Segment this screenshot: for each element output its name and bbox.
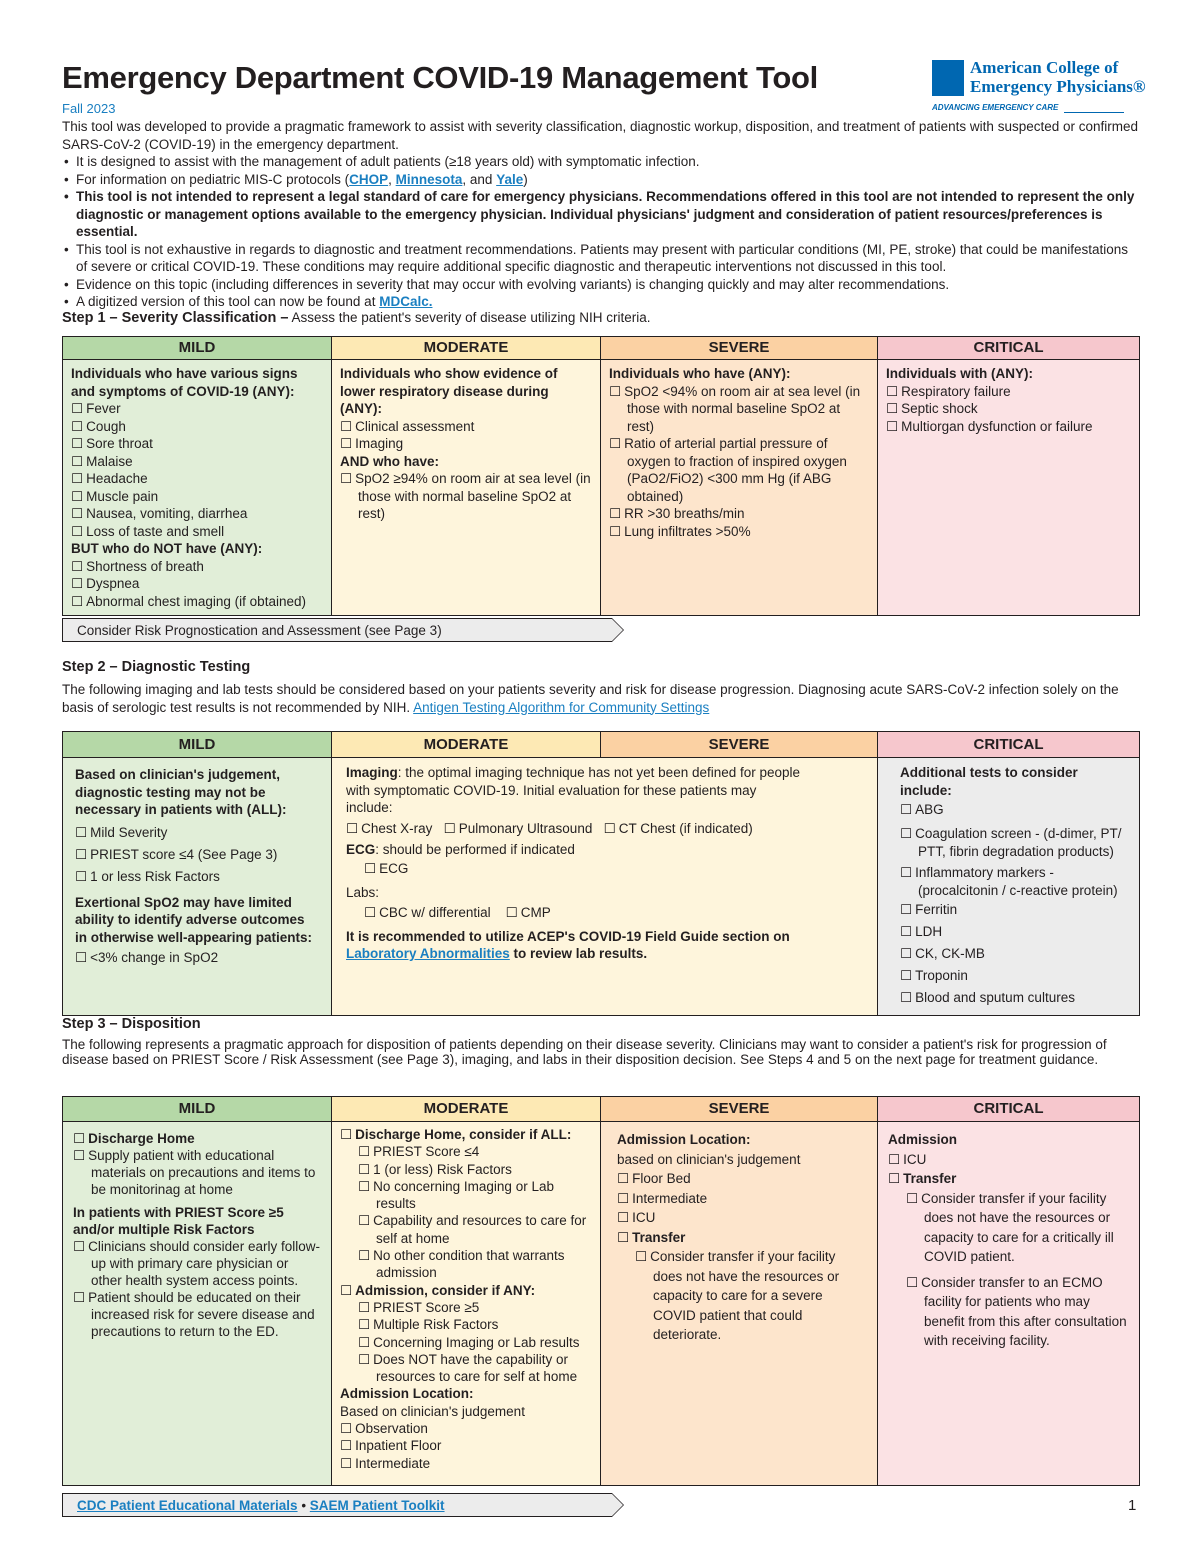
patient-materials-arrow: CDC Patient Educational Materials • SAEM Patient Toolkit — [62, 1493, 612, 1517]
checkbox-item: ☐ Consider transfer to an ECMO facility for patients who may benefit from this after consultation with receiving facility. — [888, 1273, 1129, 1351]
checkbox-item: ☐ Fever — [71, 400, 323, 418]
checkbox-item: ☐ Intermediate — [340, 1455, 592, 1472]
col-mild-header: MILD — [63, 1097, 332, 1122]
checkbox-item: ☐ Observation — [340, 1420, 592, 1437]
checkbox-item: ☐ Inpatient Floor — [340, 1437, 592, 1454]
checkbox-item: ☐ CT Chest (if indicated) — [604, 821, 753, 836]
step2-testing-table — [62, 731, 1140, 1016]
checkbox-item: ☐ Dyspnea — [71, 575, 323, 593]
checkbox-item: ☐ SpO2 <94% on room air at sea level (in those with normal baseline SpO2 at rest) — [609, 383, 869, 436]
step1-severity-table — [62, 336, 1140, 616]
checkbox-item: ☐ RR >30 breaths/min — [609, 505, 869, 523]
col-mild-header: MILD — [63, 732, 332, 758]
intro-bullet: • Evidence on this topic (including differences in severity that may occur with evolving variants) is changing quickly and may alter recommendations. — [62, 276, 1142, 294]
logo-mark — [932, 60, 964, 96]
checkbox-item: ☐ Supply patient with educational materials on precautions and items to be monitorinag at home — [73, 1147, 321, 1198]
checkbox-item: ☐ ICU — [617, 1208, 861, 1228]
checkbox-item: ☐ ICU — [888, 1150, 1129, 1170]
checkbox-item: ☐ CMP — [506, 905, 551, 920]
step3-severe-cell: Admission Location: based on clinician's judgement ☐ Floor Bed ☐ Intermediate ☐ ICU ☐ Transfer ☐ Consider transfer if your facility does not have the resources or capacity to care for a severe COVID patient that could deteriorate. — [601, 1122, 878, 1486]
checkbox-item: ☐ PRIEST score ≤4 (See Page 3) — [75, 844, 319, 866]
step2-heading: Step 2 – Diagnostic Testing — [62, 659, 251, 675]
checkbox-item: ☐ CBC w/ differential — [364, 905, 491, 920]
checkbox-item: ☐ Clinicians should consider early follow-up with primary care physician or other health system access points. — [73, 1238, 321, 1289]
step2-moderate-severe-cell: Imaging: the optimal imaging technique has not yet been defined for people with symptomatic COVID-19. Initial evaluation for these patients may include: ☐ Chest X-ray ☐ Pulmonary Ultrasound ☐ CT Chest (if indicated) ECG: should be performed if indicated ☐ ECG Labs: ☐ CBC w/ differential ☐ CMP It is recommended to utilize ACEP's COVID-19 Field Guide section on Laboratory Abnormalities to review lab results. — [332, 758, 878, 1016]
checkbox-item: ☐ Capability and resources to care for self at home — [340, 1212, 592, 1247]
intro-bullet: • This tool is not exhaustive in regards to diagnostic and treatment recommendations. Patients may present with particular conditions (MI, PE, stroke) that could be manifestations of severe or critical COVID-19. These conditions may require additional specific diagnostic and therapeutic interventions not discussed in this tool. — [62, 241, 1142, 276]
intro-paragraph: This tool was developed to provide a pragmatic framework to assist with severity classification, diagnostic workup, disposition, and treatment of patients with suspected or confirmed SARS-CoV-2 (COVID-19) in the emergency department. — [62, 119, 1139, 152]
checkbox-item: ☐ 1 or less Risk Factors — [75, 866, 319, 888]
step3-heading: Step 3 – Disposition — [62, 1016, 201, 1032]
col-moderate-header: MODERATE — [332, 337, 601, 360]
checkbox-item: ☐ 1 (or less) Risk Factors — [340, 1161, 592, 1178]
chop-link[interactable]: CHOP — [349, 171, 389, 187]
checkbox-item: ☐ Ratio of arterial partial pressure of oxygen to fraction of inspired oxygen (PaO2/FiO2) <300 mm Hg (if ABG obtained) — [609, 435, 869, 505]
checkbox-item: ☐ Lung infiltrates >50% — [609, 523, 869, 541]
step2-mild-cell: Based on clinician's judgement, diagnostic testing may not be necessary in patients with (ALL): ☐ Mild Severity ☐ PRIEST score ≤4 (See Page 3) ☐ 1 or less Risk Factors Exertional SpO2 may have limited ability to identify adverse outcomes in otherwise well-appearing patients: ☐ <3% change in SpO2 — [63, 758, 332, 1016]
intro-bullets — [62, 153, 1142, 311]
checkbox-item: ☐ Blood and sputum cultures — [900, 987, 1127, 1009]
col-severe-header: SEVERE — [601, 732, 878, 758]
checkbox-item: ☐ LDH — [900, 921, 1127, 943]
checkbox-item: ☐ Cough — [71, 418, 323, 436]
checkbox-item: ☐ Patient should be educated on their increased risk for severe disease and precautions to return to the ED. — [73, 1289, 321, 1340]
checkbox-item: ☐ Coagulation screen - (d-dimer, PT/ PTT, fibrin degradation products) — [900, 825, 1127, 860]
col-mild-header: MILD — [63, 337, 332, 360]
step1-moderate-cell: Individuals who show evidence of lower respiratory disease during (ANY): ☐ Clinical assessment ☐ Imaging AND who have: ☐ SpO2 ≥94% on room air at sea level (in those with normal baseline SpO2 at rest) — [332, 360, 601, 616]
edition-label: Fall 2023 — [62, 101, 116, 116]
step3-critical-cell: Admission ☐ ICU ☐ Transfer ☐ Consider transfer if your facility does not have the resources or capacity to care for a critically ill COVID patient. ☐ Consider transfer to an ECMO facility for patients who may benefit from this after consultation with receiving facility. — [878, 1122, 1140, 1486]
checkbox-item: ☐ Nausea, vomiting, diarrhea — [71, 505, 323, 523]
checkbox-item: ☐ Discharge Home, consider if ALL: — [340, 1126, 592, 1143]
intro-bullet: • For information on pediatric MIS-C protocols (CHOP, Minnesota, and Yale) — [62, 171, 1142, 189]
checkbox-item: ☐ Intermediate — [617, 1189, 861, 1209]
checkbox-item: ☐ Does NOT have the capability or resources to care for self at home — [340, 1351, 592, 1386]
checkbox-item: ☐ Pulmonary Ultrasound — [444, 821, 593, 836]
checkbox-item: ☐ ECG — [346, 858, 863, 880]
minnesota-link[interactable]: Minnesota — [395, 171, 463, 187]
checkbox-item: ☐ Imaging — [340, 435, 592, 453]
checkbox-item: ☐ Inflammatory markers - (procalcitonin / c-reactive protein) — [900, 864, 1127, 899]
checkbox-item: ☐ PRIEST Score ≥5 — [340, 1299, 592, 1316]
step3-disposition-table — [62, 1096, 1140, 1486]
checkbox-item: ☐ Muscle pain — [71, 488, 323, 506]
step1-mild-cell: Individuals who have various signs and symptoms of COVID-19 (ANY): ☐ Fever ☐ Cough ☐ Sore throat ☐ Malaise ☐ Headache ☐ Muscle pain ☐ Nausea, vomiting, diarrhea ☐ Loss of taste and smell BUT who do NOT have (ANY): ☐ Shortness of breath ☐ Dyspnea ☐ Abnormal chest imaging (if obtained) — [63, 360, 332, 616]
checkbox-item: ☐ Multiorgan dysfunction or failure — [886, 418, 1131, 436]
page-number: 1 — [1128, 1497, 1137, 1514]
checkbox-item: ☐ Mild Severity — [75, 822, 319, 844]
cdc-materials-link[interactable]: CDC Patient Educational Materials — [77, 1498, 298, 1513]
checkbox-item: ☐ No concerning Imaging or Lab results — [340, 1178, 592, 1213]
checkbox-item: ☐ Septic shock — [886, 400, 1131, 418]
checkbox-item: ☐ Sore throat — [71, 435, 323, 453]
checkbox-item: ☐ Discharge Home — [73, 1130, 321, 1147]
acep-logo — [932, 58, 1146, 120]
step3-mild-cell: ☐ Discharge Home ☐ Supply patient with educational materials on precautions and items to be monitorinag at home In patients with PRIEST Score ≥5 and/or multiple Risk Factors ☐ Clinicians should consider early follow-up with primary care physician or other health system access points. ☐ Patient should be educated on their increased risk for severe disease and precautions to return to the ED. — [63, 1122, 332, 1486]
checkbox-item: ☐ Concerning Imaging or Lab results — [340, 1334, 592, 1351]
logo-pulse-line — [1064, 112, 1124, 113]
checkbox-item: ☐ Consider transfer if your facility does not have the resources or capacity to care for a severe COVID patient that could deteriorate. — [617, 1247, 861, 1345]
checkbox-item: ☐ Shortness of breath — [71, 558, 323, 576]
step1-severe-cell: Individuals who have (ANY): ☐ SpO2 <94% on room air at sea level (in those with normal baseline SpO2 at rest) ☐ Ratio of arterial partial pressure of oxygen to fraction of inspired oxygen (PaO2/FiO2) <300 mm Hg (if ABG obtained) ☐ RR >30 breaths/min ☐ Lung infiltrates >50% — [601, 360, 878, 616]
checkbox-item: ☐ Floor Bed — [617, 1169, 861, 1189]
step1-heading: Step 1 – Severity Classification – Assess the patient's severity of disease utilizing NIH criteria. — [62, 310, 651, 326]
intro-section — [62, 118, 1142, 311]
yale-link[interactable]: Yale — [496, 171, 524, 187]
checkbox-item: ☐ Transfer — [888, 1169, 1129, 1189]
col-moderate-header: MODERATE — [332, 732, 601, 758]
col-moderate-header: MODERATE — [332, 1097, 601, 1122]
intro-bullet: • It is designed to assist with the management of adult patients (≥18 years old) with symptomatic infection. — [62, 153, 1142, 171]
step3-moderate-cell: ☐ Discharge Home, consider if ALL: ☐ PRIEST Score ≤4 ☐ 1 (or less) Risk Factors ☐ No concerning Imaging or Lab results ☐ Capability and resources to care for self at home ☐ No other condition that warrants admission ☐ Admission, consider if ANY: ☐ PRIEST Score ≥5 ☐ Multiple Risk Factors ☐ Concerning Imaging or Lab results ☐ Does NOT have the capability or resources to care for self at home Admission Location: Based on clinician's judgement ☐ Observation ☐ Inpatient Floor ☐ Intermediate — [332, 1122, 601, 1486]
checkbox-item: ☐ <3% change in SpO2 — [75, 946, 319, 970]
step2-paragraph: The following imaging and lab tests should be considered based on your patients severity and risk for disease progression. Diagnosing acute SARS-CoV-2 infection solely on the basis of serologic test results is not recommended by NIH. Antigen Testing Algorithm for Community Settings — [62, 682, 1119, 715]
checkbox-item: ☐ Admission, consider if ANY: — [340, 1282, 592, 1299]
page-title: Emergency Department COVID-19 Management Tool — [62, 60, 818, 95]
col-severe-header: SEVERE — [601, 1097, 878, 1122]
col-severe-header: SEVERE — [601, 337, 878, 360]
checkbox-item: ☐ Consider transfer if your facility does not have the resources or capacity to care for a critically ill COVID patient. — [888, 1189, 1129, 1267]
checkbox-item: ☐ Clinical assessment — [340, 418, 592, 436]
checkbox-item: ☐ Malaise — [71, 453, 323, 471]
mdcalc-link[interactable]: MDCalc. — [379, 294, 433, 309]
col-critical-header: CRITICAL — [878, 732, 1140, 758]
checkbox-item: ☐ Respiratory failure — [886, 383, 1131, 401]
intro-bullet: • This tool is not intended to represent a legal standard of care for emergency physicians. Recommendations offered in this tool are not intended to represent the only diagnostic or management options available to the emergency physician. Individual physicians' judgment and consideration of patient resources/preferences is essential. — [62, 188, 1142, 241]
checkbox-item: ☐ Troponin — [900, 965, 1127, 987]
checkbox-item: ☐ Headache — [71, 470, 323, 488]
logo-text: American College of Emergency Physicians® — [970, 58, 1146, 96]
risk-prognostication-arrow: Consider Risk Prognostication and Assessment (see Page 3) — [62, 618, 612, 642]
checkbox-item: ☐ SpO2 ≥94% on room air at sea level (in those with normal baseline SpO2 at rest) — [340, 470, 592, 523]
col-critical-header: CRITICAL — [878, 1097, 1140, 1122]
col-critical-header: CRITICAL — [878, 337, 1140, 360]
checkbox-item: ☐ PRIEST Score ≤4 — [340, 1143, 592, 1160]
checkbox-item: ☐ Ferritin — [900, 899, 1127, 921]
antigen-algorithm-link[interactable]: Antigen Testing Algorithm for Community Settings — [413, 699, 710, 715]
step3-paragraph: The following represents a pragmatic approach for disposition of patients depending on their disease severity. Clinicians may want to consider a patient's risk for progression of disease based on PRIEST Score / Risk Assessment (see Page 3), imaging, and labs in their disposition decision. See Steps 4 and 5 on the next page for treatment guidance. — [62, 1037, 1107, 1067]
checkbox-item: ☐ No other condition that warrants admission — [340, 1247, 592, 1282]
saem-toolkit-link[interactable]: SAEM Patient Toolkit — [309, 1498, 445, 1513]
checkbox-item: ☐ Abnormal chest imaging (if obtained) — [71, 593, 323, 611]
step1-critical-cell: Individuals with (ANY): ☐ Respiratory failure ☐ Septic shock ☐ Multiorgan dysfunction or failure — [878, 360, 1140, 616]
checkbox-item: ☐ Transfer — [617, 1228, 861, 1248]
logo-tagline: ADVANCING EMERGENCY CARE — [932, 103, 1059, 112]
checkbox-item: ☐ CK, CK-MB — [900, 943, 1127, 965]
checkbox-item: ☐ Loss of taste and smell — [71, 523, 323, 541]
checkbox-item: ☐ Multiple Risk Factors — [340, 1316, 592, 1333]
checkbox-item: ☐ ABG — [900, 799, 1127, 821]
checkbox-item: ☐ Chest X-ray — [346, 821, 432, 836]
lab-abnormalities-link[interactable]: Laboratory Abnormalities — [346, 946, 510, 961]
intro-bullet: • A digitized version of this tool can now be found at MDCalc. — [62, 293, 1142, 311]
step2-critical-cell: Additional tests to consider include: ☐ ABG ☐ Coagulation screen - (d-dimer, PT/ PTT, fibrin degradation products) ☐ Inflammatory markers - (procalcitonin / c-reactive protein) ☐ Ferritin ☐ LDH ☐ CK, CK-MB ☐ Troponin ☐ Blood and sputum cultures — [878, 758, 1140, 1016]
